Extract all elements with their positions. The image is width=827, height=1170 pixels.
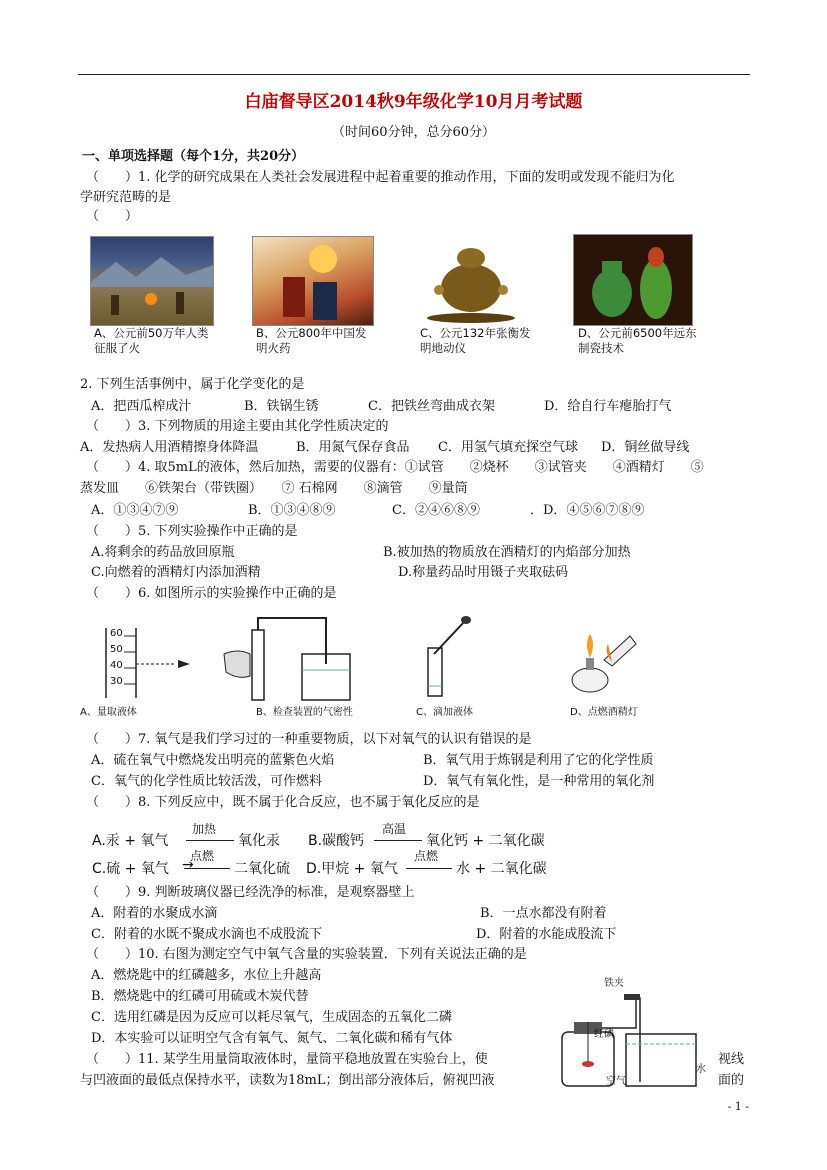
q7-opt-d: D．氧气有氧化性，是一种常用的氧化剂	[423, 774, 655, 789]
q7-opt-a: A．硫在氧气中燃烧发出明亮的蓝紫色火焰	[91, 753, 335, 768]
q10-label-p: 红磷	[594, 1029, 614, 1040]
q5-opt-c: C.向燃着的酒精灯内添加酒精	[91, 565, 261, 580]
q8-d-right: 水 + 二氧化碳	[456, 861, 547, 877]
q9-opt-d: D．附着的水能成股流下	[476, 927, 617, 942]
q8-d-left: D.甲烷 + 氧气	[306, 861, 398, 877]
q10-opt-a: A．燃烧匙中的红磷越多，水位上升越高	[91, 968, 322, 983]
q7-opt-b: B．氧气用于炼钢是利用了它的化学性质	[423, 753, 654, 768]
q1-answer: （ ）	[86, 209, 139, 224]
q10-opt-b: B．燃烧匙中的红磷可用硫或木炭代替	[91, 989, 309, 1004]
q1-caption-d: D、公元前6500年远东制瓷技术	[578, 326, 697, 355]
q8-c-arrow-line	[184, 868, 230, 869]
q11-line1: （ ）11. 某学生用量筒取液体时，量筒平稳地放置在实验台上，使	[86, 1052, 488, 1067]
q6-tick-40: 40	[110, 660, 123, 671]
q10-apparatus	[556, 972, 706, 1090]
q2-stem: 2. 下列生活事例中，属于化学变化的是	[80, 377, 305, 392]
q6-caption-a: A、量取液体	[80, 707, 137, 718]
q6-fig-a	[92, 624, 202, 700]
q11-tail1: 视线	[718, 1052, 745, 1067]
q8-d-arrow	[406, 868, 452, 869]
photo-porcelain	[573, 234, 693, 326]
q5-stem: （ ）5. 下列实验操作中正确的是	[86, 524, 298, 539]
photo-fire	[90, 236, 214, 326]
q6-caption-d: D、点燃酒精灯	[570, 707, 638, 718]
q9-stem: （ ）9. 判断玻璃仪器已经洗净的标准，是观察器壁上	[86, 885, 415, 900]
q8-d-cond: 点燃	[414, 849, 439, 863]
q4-opt-a: A．①③④⑦⑨	[91, 503, 179, 518]
q11-tail2: 面的	[718, 1073, 745, 1088]
q6-fig-b	[214, 614, 354, 704]
q10-stem: （ ）10. 右图为测定空气中氧气含量的实验装置．下列有关说法正确的是	[86, 947, 527, 962]
q3-stem: （ ）3. 下列物质的用途主要由其化学性质决定的	[86, 419, 389, 434]
q10-label-water: 水	[696, 1064, 706, 1075]
q8-c-left: C.硫 + 氧气	[92, 861, 169, 877]
q4-line1: （ ）4. 取5mL的液体，然后加热，需要的仪器有：①试管 ②烧杯 ③试管夹 ④酒精灯 ⑤	[86, 460, 704, 475]
q8-b-cond: 高温	[382, 822, 407, 836]
q10-opt-c: C．选用红磷是因为反应可以耗尽氧气，生成固态的五氧化二磷	[91, 1010, 452, 1025]
q6-tick-60: 60	[110, 628, 123, 639]
q10-label-clip: 铁夹	[604, 978, 624, 989]
q6-caption-c: C、滴加液体	[416, 707, 473, 718]
q8-a-right: 氧化汞	[238, 833, 280, 849]
q8-c-right: 二氧化硫	[234, 861, 290, 877]
q6-tick-30: 30	[110, 676, 123, 687]
q7-stem: （ ）7. 氧气是我们学习过的一种重要物质，以下对氧气的认识有错误的是	[86, 732, 532, 747]
q2-opt-b: B．铁锅生锈	[244, 399, 319, 414]
page-title: 白庙督导区2014秋9年级化学10月月考试题	[244, 92, 583, 112]
q5-opt-b: B.被加热的物质放在酒精灯的内焰部分加热	[383, 545, 631, 560]
q1-line1: （ ）1. 化学的研究成果在人类社会发展进程中起着重要的推动作用，下面的发明或发现不能归为化	[86, 170, 675, 185]
photo-gunpowder	[252, 236, 374, 326]
q6-tick-50: 50	[110, 644, 123, 655]
q3-opt-d: D．铜丝做导线	[601, 440, 690, 455]
page-number: - 1 -	[727, 1100, 749, 1113]
q8-a-arrow	[186, 840, 234, 841]
photo-seismoscope	[415, 238, 527, 324]
q3-opt-a: A．发热病人用酒精擦身体降温	[80, 440, 259, 455]
q4-opt-c: C．②④⑥⑧⑨	[392, 503, 480, 518]
q6-stem: （ ）6. 如图所示的实验操作中正确的是	[86, 586, 337, 601]
q3-opt-c: C．用氢气填充探空气球	[438, 440, 578, 455]
q3-opt-b: B．用氮气保存食品	[296, 440, 410, 455]
q4-opt-b: B．①③④⑧⑨	[248, 503, 336, 518]
q8-b-arrow	[374, 840, 422, 841]
q9-opt-c: C．附着的水既不聚成水滴也不成股流下	[91, 927, 322, 942]
subtitle: （时间60分钟，总分60分）	[331, 125, 496, 140]
top-rule	[78, 74, 750, 75]
q9-opt-b: B．一点水都没有附着	[480, 906, 607, 921]
q7-opt-c: C．氧气的化学性质比较活泼，可作燃料	[91, 774, 322, 789]
q6-caption-b: B、检查装置的气密性	[256, 707, 353, 718]
q4-opt-d: ．D．④⑤⑥⑦⑧⑨	[530, 503, 645, 518]
q2-opt-c: C．把铁丝弯曲成衣架	[368, 399, 495, 414]
q4-line2: 蒸发皿 ⑥铁架台（带铁圈） ⑦ 石棉网 ⑧滴管 ⑨量筒	[80, 481, 468, 496]
q8-stem: （ ）8. 下列反应中，既不属于化合反应，也不属于氧化反应的是	[86, 795, 480, 810]
q8-c-arrow: →	[182, 857, 194, 873]
q11-line2: 与凹液面的最低点保持水平，读数为18mL；倒出部分液体后，俯视凹液	[80, 1073, 495, 1088]
q1-caption-c: C、公元132年张衡发明地动仪	[420, 326, 531, 355]
q2-opt-d: D．给自行车瘪胎打气	[544, 399, 672, 414]
q5-opt-a: A.将剩余的药品放回原瓶	[91, 545, 235, 560]
q5-opt-d: D.称量药品时用镊子夹取砝码	[398, 565, 569, 580]
q9-opt-a: A．附着的水聚成水滴	[91, 906, 218, 921]
q10-label-air: 空气	[606, 1076, 626, 1087]
q6-fig-d	[560, 622, 640, 698]
q6-fig-c	[418, 614, 478, 698]
q2-opt-a: A．把西瓜榨成汁	[91, 399, 192, 414]
q1-caption-b: B、公元800年中国发明火药	[256, 326, 367, 355]
q8-a-left: A.汞 + 氧气	[92, 833, 169, 849]
q8-a-cond: 加热	[192, 822, 217, 836]
q8-b-left: B.碳酸钙	[308, 833, 365, 849]
q1-caption-a: A、公元前50万年人类征服了火	[94, 326, 209, 355]
section-heading: 一、单项选择题（每个1分，共20分）	[82, 149, 305, 164]
q1-line2: 学研究范畴的是	[80, 190, 172, 205]
q8-c-cond: 点燃	[190, 849, 215, 863]
q10-opt-d: D．本实验可以证明空气含有氧气、氮气、二氧化碳和稀有气体	[91, 1031, 453, 1046]
q8-b-right: 氧化钙 + 二氧化碳	[426, 833, 545, 849]
